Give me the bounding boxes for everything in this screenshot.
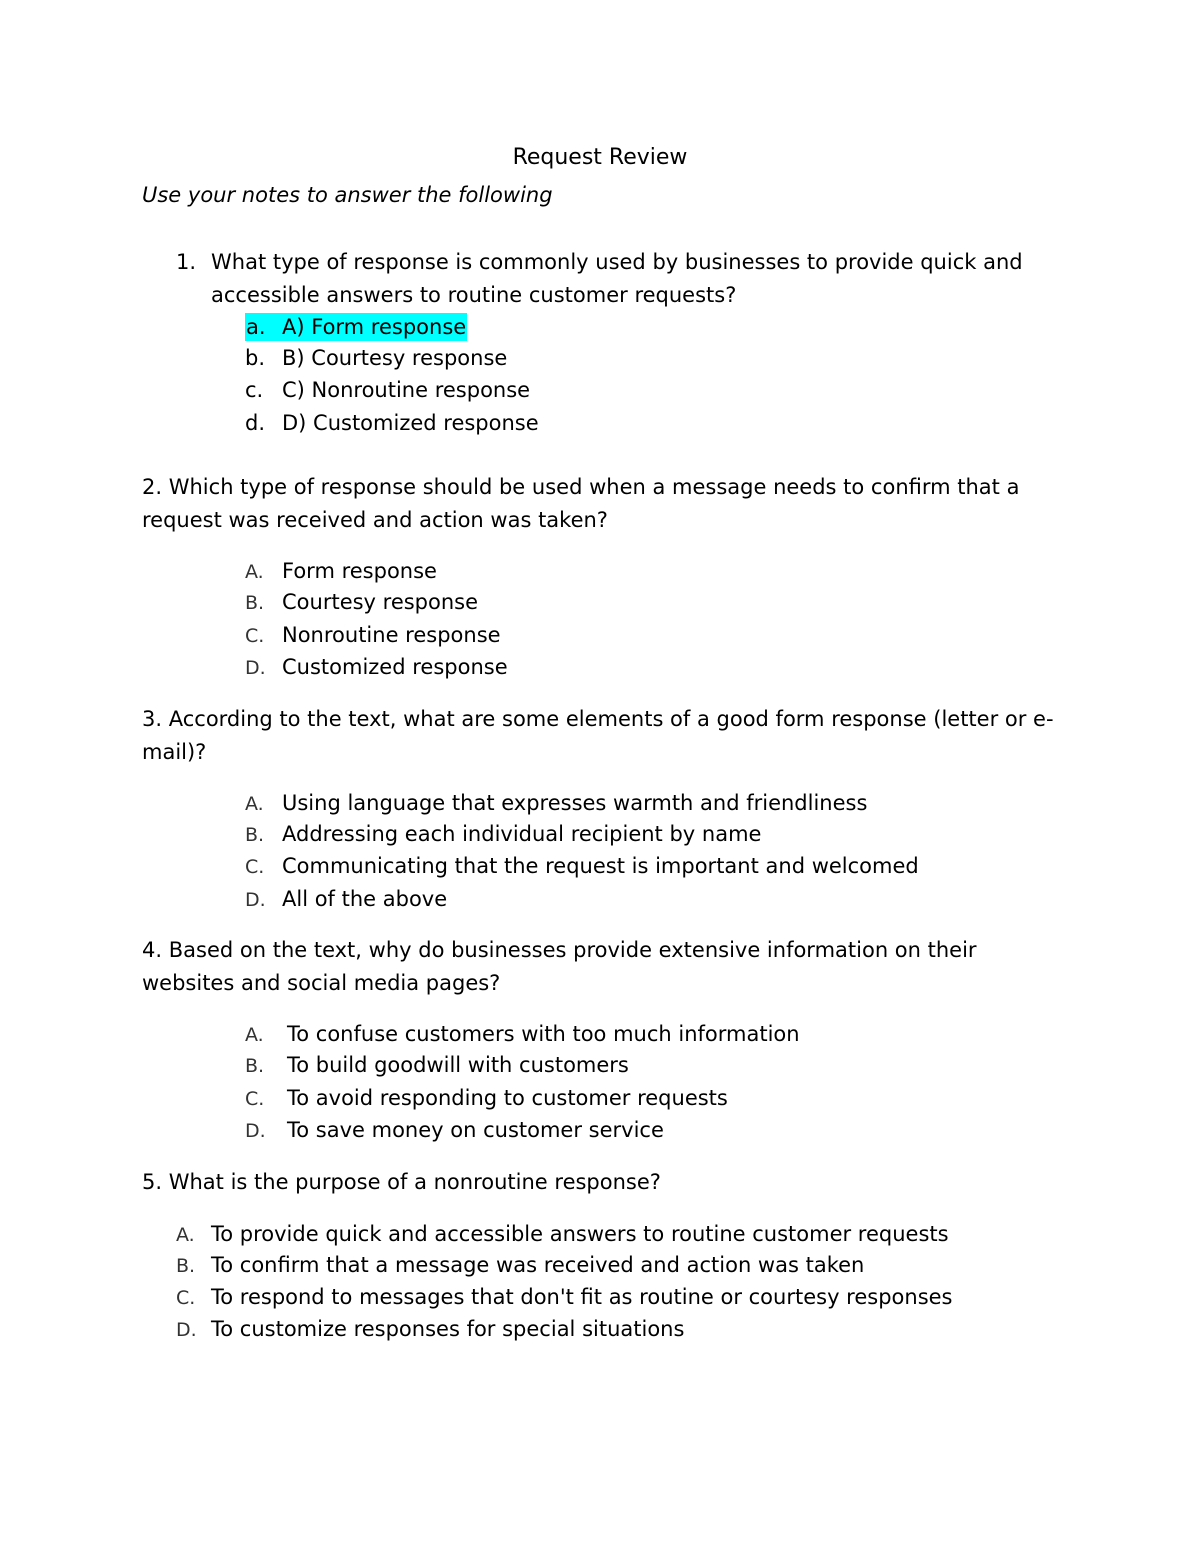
page-title: Request Review: [512, 145, 688, 170]
question-1-option-a: [245, 313, 467, 341]
option-marker: A.: [176, 1224, 195, 1246]
option-label: To provide quick and accessible answers to routine customer requests: [211, 1222, 949, 1246]
question-4-option-c: [245, 1084, 728, 1113]
question-3-text: [142, 703, 1057, 768]
option-marker: A.: [245, 561, 264, 583]
option-marker: D.: [245, 657, 266, 679]
question-2-option-d: [245, 653, 508, 682]
question-2-number: 2.: [142, 475, 163, 499]
option-label: All of the above: [282, 887, 448, 911]
question-3-option-c: [245, 852, 919, 881]
option-label: Nonroutine response: [282, 623, 501, 647]
option-label: To build goodwill with customers: [287, 1053, 629, 1077]
question-3-option-d: [245, 885, 447, 914]
option-label: D) Customized response: [282, 411, 539, 435]
option-marker: C.: [245, 625, 265, 647]
question-1-option-c: [245, 376, 530, 404]
question-5-option-b: [176, 1251, 864, 1280]
option-marker: B.: [245, 592, 265, 614]
option-label: Using language that expresses warmth and friendliness: [282, 791, 868, 815]
question-5-option-a: [176, 1220, 949, 1249]
question-4-option-d: [245, 1116, 664, 1145]
question-2-option-a: [245, 557, 437, 586]
page-subtitle: Use your notes to answer the following: [142, 183, 553, 207]
question-2-option-b: [245, 588, 478, 617]
option-label: Communicating that the request is important and welcomed: [282, 854, 919, 878]
question-5-body: What is the purpose of a nonroutine response?: [168, 1170, 661, 1194]
option-marker: A.: [245, 1024, 264, 1046]
option-label: Courtesy response: [282, 590, 479, 614]
option-marker: C.: [245, 856, 265, 878]
option-marker: a.: [245, 313, 281, 341]
question-5-number: 5.: [142, 1170, 163, 1194]
option-label: To save money on customer service: [287, 1118, 664, 1142]
option-marker: b.: [245, 346, 266, 370]
option-marker: c.: [245, 378, 264, 402]
option-marker: B.: [245, 1055, 265, 1077]
option-label: C) Nonroutine response: [282, 378, 531, 402]
option-label: Addressing each individual recipient by name: [282, 822, 762, 846]
question-3-option-b: [245, 820, 761, 849]
option-marker: B.: [245, 824, 265, 846]
option-marker: D.: [176, 1319, 197, 1341]
question-2-text: [142, 471, 1057, 536]
option-label: To confuse customers with too much information: [287, 1022, 800, 1046]
option-marker: A.: [245, 793, 264, 815]
option-label: To confirm that a message was received and action was taken: [211, 1253, 865, 1277]
option-marker: D.: [245, 1120, 266, 1142]
question-3-number: 3.: [142, 707, 163, 731]
question-4-text: [142, 934, 1057, 999]
question-4-option-a: [245, 1020, 800, 1049]
option-marker: D.: [245, 889, 266, 911]
option-label: B) Courtesy response: [282, 346, 508, 370]
option-label-highlighted: A) Form response: [282, 315, 467, 339]
option-label: To respond to messages that don't fit as routine or courtesy responses: [211, 1285, 953, 1309]
question-5-text: [142, 1166, 1057, 1199]
question-5-option-c: [176, 1283, 953, 1312]
option-marker: B.: [176, 1255, 196, 1277]
question-4-option-b: [245, 1051, 629, 1080]
question-1-option-b: [245, 344, 507, 372]
option-label: To avoid responding to customer requests: [287, 1086, 728, 1110]
question-2-body: Which type of response should be used when a message needs to confirm that a request was received and action was taken?: [142, 475, 1020, 532]
option-label: Customized response: [282, 655, 508, 679]
question-4-number: 4.: [142, 938, 163, 962]
question-1-number: 1.: [176, 250, 197, 274]
question-4-body: Based on the text, why do businesses provide extensive information on their websites and social media pages?: [142, 938, 977, 995]
option-label: Form response: [282, 559, 437, 583]
question-5-option-d: [176, 1315, 684, 1344]
question-3-body: According to the text, what are some elements of a good form response (letter or e-mail)?: [142, 707, 1054, 764]
option-marker: C.: [176, 1287, 196, 1309]
question-3-option-a: [245, 789, 867, 818]
option-label: To customize responses for special situations: [211, 1317, 685, 1341]
question-1-text: What type of response is commonly used by businesses to provide quick and accessible answers to routine customer requests?: [211, 250, 1023, 307]
option-marker: d.: [245, 411, 266, 435]
question-1-option-d: [245, 409, 539, 437]
option-marker: C.: [245, 1088, 265, 1110]
question-2-option-c: [245, 621, 501, 650]
